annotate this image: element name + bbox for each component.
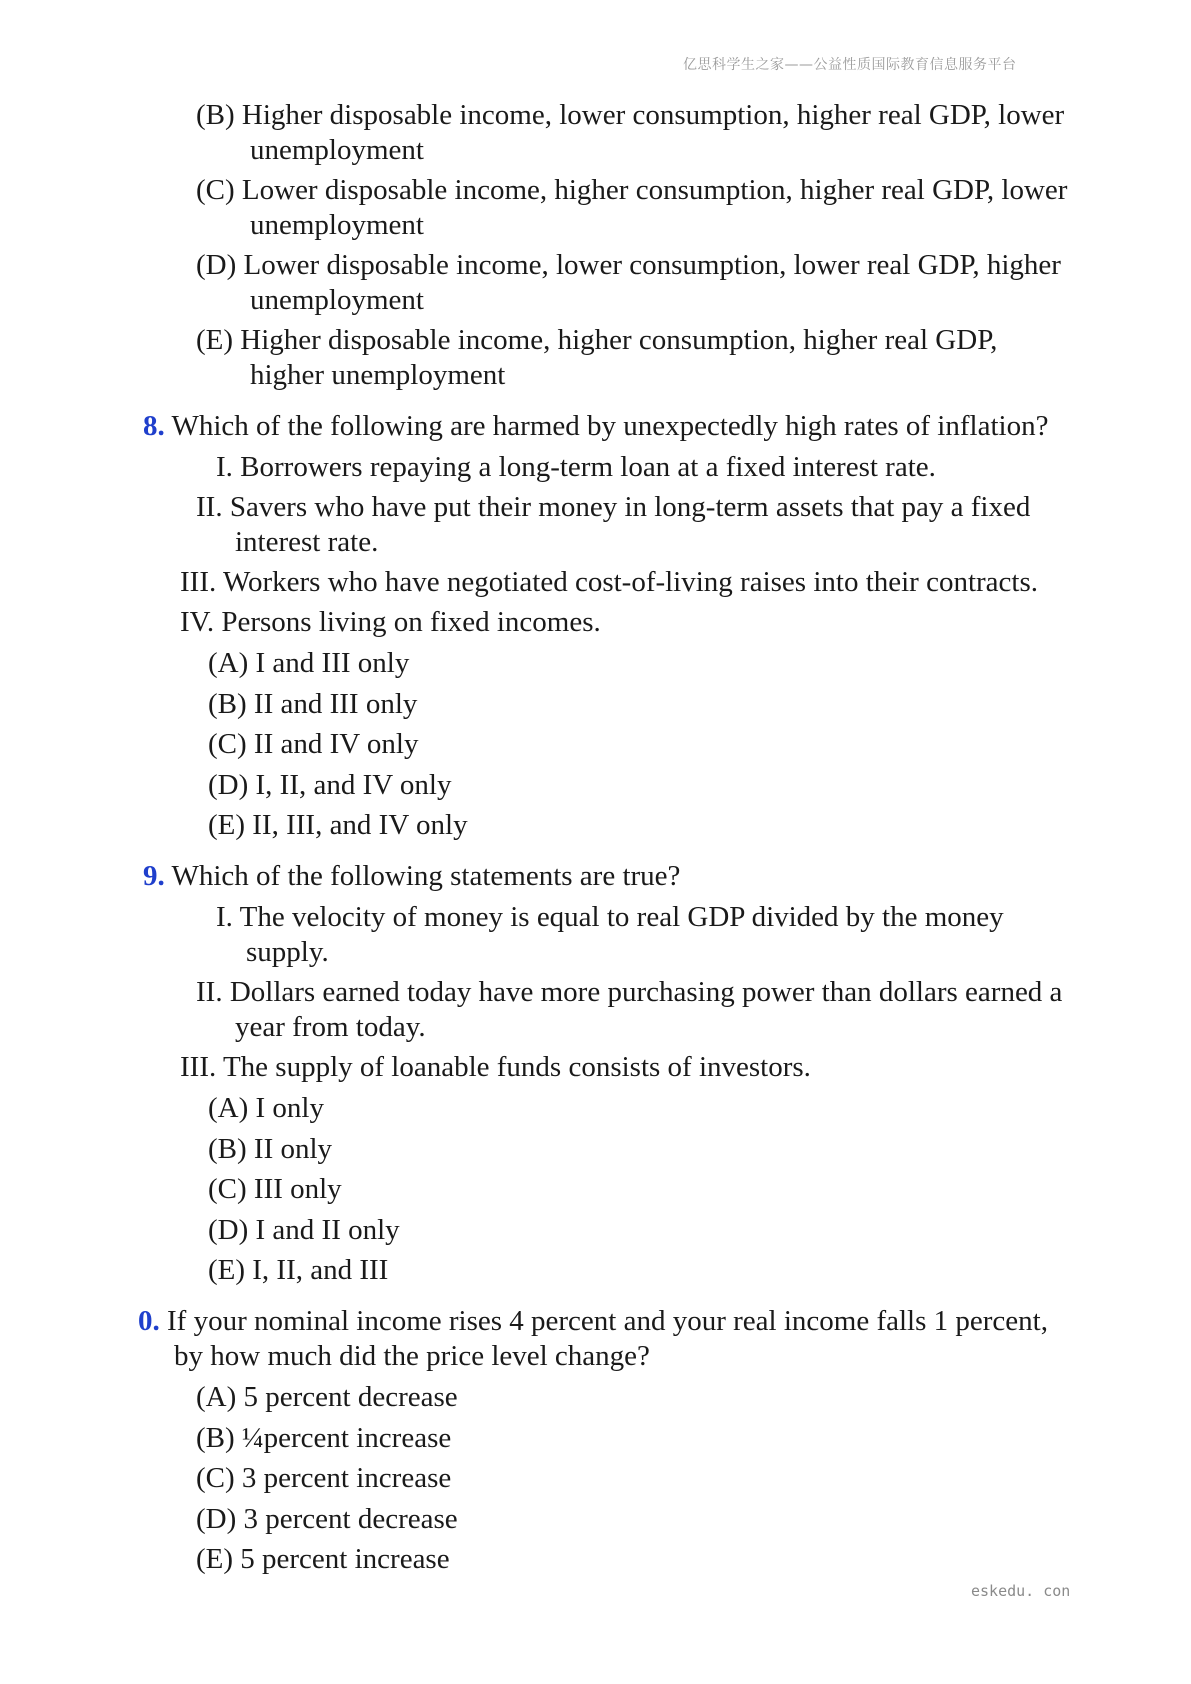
- q8-number: 8.: [143, 410, 165, 442]
- q9-stem-line: [143, 859, 680, 894]
- q8-option-a: (A) I and III only: [208, 647, 410, 679]
- q8-stem-line: [143, 409, 1048, 444]
- q9-statement-2-continuation: year from today.: [235, 1011, 426, 1043]
- q9-option-a: (A) I only: [208, 1092, 324, 1124]
- q7-option-c: (C) Lower disposable income, higher consumption, higher real GDP, lower: [196, 174, 1068, 206]
- q8-stem: Which of the following are harmed by unexpectedly high rates of inflation?: [171, 410, 1049, 442]
- page-header-banner: 亿思科学生之家——公益性质国际教育信息服务平台: [683, 57, 1017, 73]
- q10-option-c: (C) 3 percent increase: [196, 1462, 452, 1494]
- q9-option-b: (B) II only: [208, 1133, 333, 1165]
- q10-stem: If your nominal income rises 4 percent and your real income falls 1 percent,: [167, 1305, 1048, 1337]
- q8-statement-2: II. Savers who have put their money in long-term assets that pay a fixed: [196, 491, 1031, 523]
- page-footer-domain: eskedu. con: [971, 1582, 1071, 1600]
- q7-option-e: (E) Higher disposable income, higher consumption, higher real GDP,: [196, 324, 998, 356]
- q9-option-e: (E) I, II, and III: [208, 1254, 389, 1286]
- q10-option-d: (D) 3 percent decrease: [196, 1503, 458, 1535]
- q9-statement-2: II. Dollars earned today have more purchasing power than dollars earned a: [196, 976, 1063, 1008]
- q8-statement-4: IV. Persons living on fixed incomes.: [180, 606, 601, 638]
- q10-option-b: (B) ¼percent increase: [196, 1422, 452, 1454]
- q8-statement-1: I. Borrowers repaying a long-term loan at a fixed interest rate.: [216, 451, 936, 483]
- q10-stem-continuation: by how much did the price level change?: [174, 1340, 650, 1372]
- q7-option-d-continuation: unemployment: [250, 284, 424, 316]
- q10-option-a: (A) 5 percent decrease: [196, 1381, 458, 1413]
- q10-stem-line: [138, 1304, 1048, 1339]
- q9-stem: Which of the following statements are true?: [171, 860, 681, 892]
- q10-option-e: (E) 5 percent increase: [196, 1543, 450, 1575]
- q8-statement-2-continuation: interest rate.: [235, 526, 379, 558]
- q8-statement-3: III. Workers who have negotiated cost-of-living raises into their contracts.: [180, 566, 1039, 598]
- q7-option-d: (D) Lower disposable income, lower consumption, lower real GDP, higher: [196, 249, 1061, 281]
- q8-option-e: (E) II, III, and IV only: [208, 809, 468, 841]
- q9-statement-3: III. The supply of loanable funds consists of investors.: [180, 1051, 811, 1083]
- q9-number: 9.: [143, 860, 165, 892]
- q9-option-d: (D) I and II only: [208, 1214, 400, 1246]
- q7-option-e-continuation: higher unemployment: [250, 359, 506, 391]
- q7-option-b-continuation: unemployment: [250, 134, 424, 166]
- q10-number: 0.: [138, 1305, 160, 1337]
- q7-option-c-continuation: unemployment: [250, 209, 424, 241]
- q8-option-d: (D) I, II, and IV only: [208, 769, 452, 801]
- q7-option-b: (B) Higher disposable income, lower consumption, higher real GDP, lower: [196, 99, 1065, 131]
- q8-option-b: (B) II and III only: [208, 688, 418, 720]
- q9-statement-1: I. The velocity of money is equal to real GDP divided by the money: [216, 901, 1004, 933]
- q9-option-c: (C) III only: [208, 1173, 342, 1205]
- q9-statement-1-continuation: supply.: [246, 936, 329, 968]
- q8-option-c: (C) II and IV only: [208, 728, 419, 760]
